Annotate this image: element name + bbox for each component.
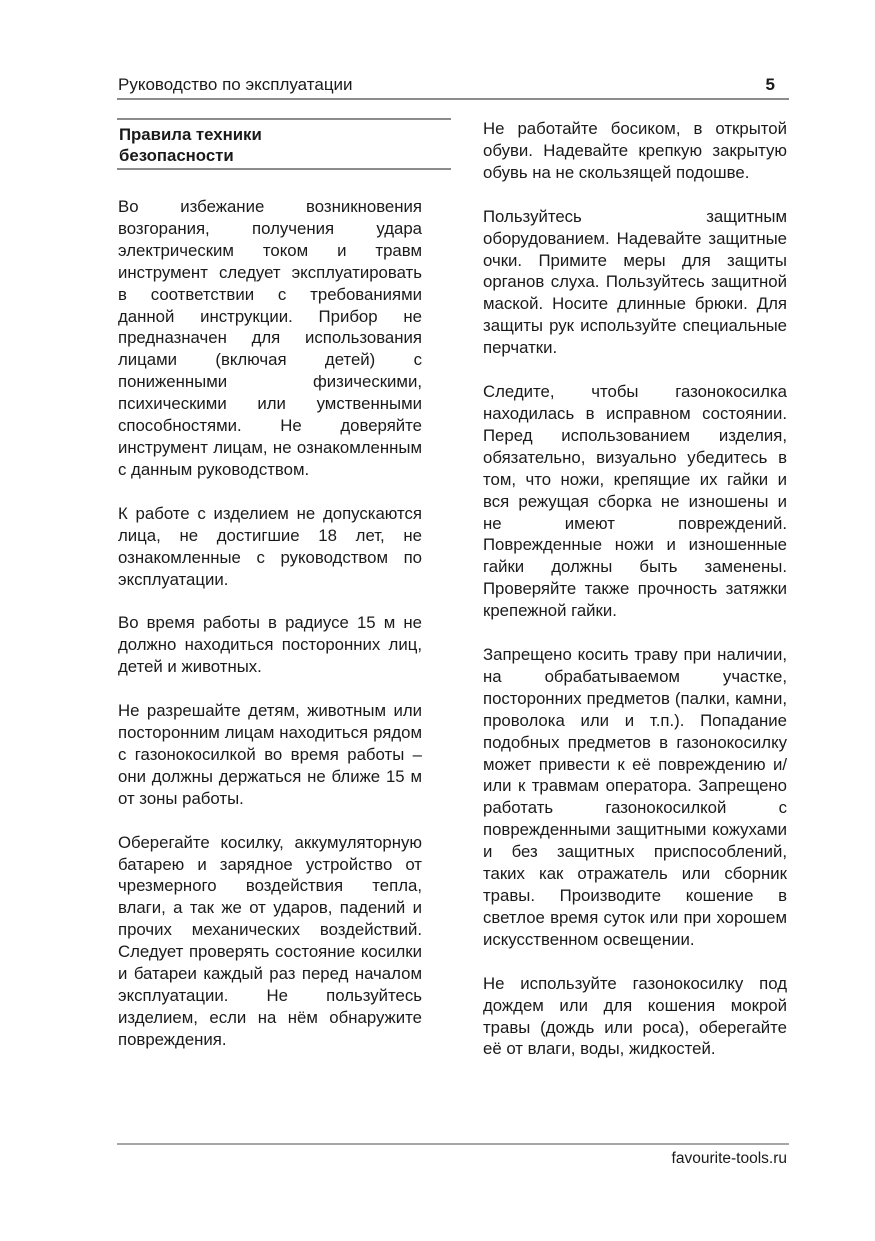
section-heading: Правила техники безопасности bbox=[119, 125, 262, 165]
paragraph: Во время работы в радиусе 15 м не должно находиться посторонних лиц, детей и животных. bbox=[118, 613, 422, 677]
paragraph: Не работайте босиком, в открытой обуви. Надевайте крепкую закрытую обувь на не скользящей подошве. bbox=[483, 119, 787, 182]
paragraph: Пользуйтесь защитным оборудованием. Надевайте защитные очки. Примите меры для защиты органов слуха. Пользуйтесь защитной маской. Носите длинные брюки. Для защиты рук используйте специальные перчатки. bbox=[483, 206, 787, 358]
paragraph: Не используйте газонокосилку под дождем или для кошения мокрой травы (дождь или роса), оберегайте её от влаги, воды, жидкостей. bbox=[483, 973, 787, 1059]
paragraph: Во избежание возникновения возгорания, получения удара электрическим током и травм инструмент следует эксплуатировать в соответствии с требованиями данной инструкции. Прибор не предназначен для использования лицами (включая детей) с пониженными физическими, психическими или умственными способностями. Не доверяйте инструмент лицам, не ознакомленным с данным руководством. bbox=[118, 197, 422, 479]
paragraph: Оберегайте косилку, аккумуляторную батарею и зарядное устройство от чрезмерного воздействия тепла, влаги, а так же от ударов, падений и прочих механических воздействий. Следует проверять состояние косилки и батареи каждый раз перед началом эксплуатации. Не пользуйтесь изделием, если на нём обнаружите повреждения. bbox=[118, 832, 422, 1049]
footer-divider bbox=[117, 1143, 789, 1145]
paragraph: Следите, чтобы газонокосилка находилась в исправном состоянии. Перед использованием изделия, обязательно, визуально убедитесь в том, что ножи, крепящие их гайки и вся режущая сборка не изношены и не имеют повреждений. Поврежденные ножи и изношенные гайки должны быть заменены. Проверяйте также прочность затяжки крепежной гайки. bbox=[483, 382, 787, 621]
page-header bbox=[117, 74, 789, 100]
right-column bbox=[483, 118, 787, 1060]
page-number: 5 bbox=[765, 75, 775, 94]
paragraph: К работе с изделием не допускаются лица, не достигшие 18 лет, не ознакомленные с руководством по эксплуатации. bbox=[118, 503, 422, 589]
paragraph: Запрещено косить траву при наличии, на обрабатываемом участке, посторонних предметов (палки, камни, проволока или и т.п.). Попадание подобных предметов в газонокосилку может привести к её повреждению и/или к травмам оператора. Запрещено работать газонокосилкой с поврежденными защитными кожухами и без защитных приспособлений, таких как отражатель или сборник травы. Производите кошение в светлое время суток или при хорошем искусственном освещении. bbox=[483, 645, 787, 949]
paragraph: Не разрешайте детям, животным или посторонним лицам находиться рядом с газонокосилкой во время работы – они должны держаться не ближе 15 м от зоны работы. bbox=[118, 701, 422, 808]
section-heading-box bbox=[117, 118, 451, 170]
header-title: Руководство по эксплуатации bbox=[118, 75, 353, 94]
left-column bbox=[118, 196, 422, 1051]
footer-website: favourite-tools.ru bbox=[671, 1150, 787, 1167]
